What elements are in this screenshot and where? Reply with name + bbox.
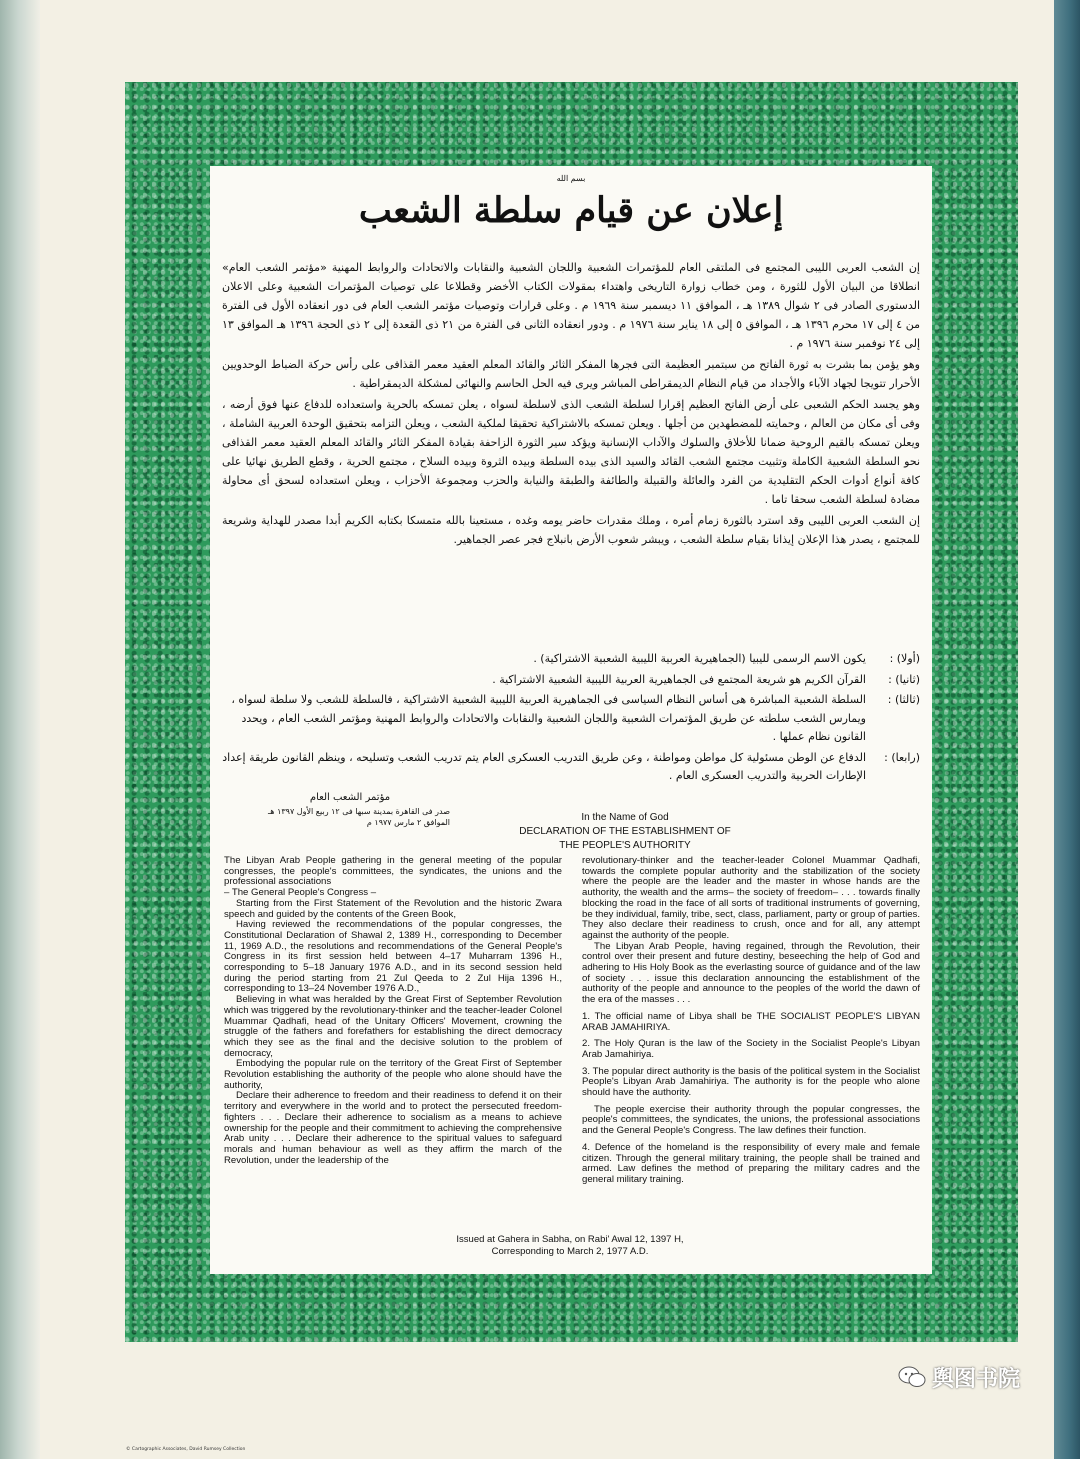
english-article: 3. The popular direct authority is the basis of the political system in the Socialist People's Libyan Arab Jamahiriya. The authority is for the people who alone should have the authority.	[582, 1065, 920, 1099]
wechat-icon	[898, 1366, 926, 1388]
article-number: (ثانيا) :	[888, 672, 920, 686]
book-binding	[0, 0, 40, 1459]
english-invocation: In the Name of God	[581, 812, 669, 823]
article-text: القرآن الكريم هو شريعة المجتمع فى الجماهيرية العربية الليبية الشعبية الاشتراكية .	[492, 672, 866, 686]
arabic-article	[222, 749, 920, 786]
english-paragraph: Starting from the First Statement of the Revolution and the historic Zwara speech and guided by the contents of the Green Book,	[224, 897, 562, 920]
english-article: 1. The official name of Libya shall be THE SOCIALIST PEOPLE'S LIBYAN ARAB JAMAHIRIYA.	[582, 1010, 920, 1033]
arabic-paragraph: إن الشعب العربى الليبى المجتمع فى الملتقى العام للمؤتمرات الشعبية واللجان الشعبية والنقابات والاتحادات والروابط المهنية «مؤتمر الشعب العام» انطلاقا من البيان الأول للثورة ، ومن خطاب زوارة التاريخى واهتداء بمقولات الكتاب الأخضر وقطلاعا على توصيات المؤتمرات الشعبية وعلى الاعلان الدستورى الصادر فى ٢ شوال ١٣٨٩ هـ ، الموافق ١١ ديسمبر سنة ١٩٦٩ م . وعلى قرارات وتوصيات مؤتمر الشعب العام فى دور انعقاده الأول فى الفترة من ٤ إلى ١٧ محرم ١٣٩٦ هـ ، الموافق ٥ إلى ١٨ يناير سنة ١٩٧٦ م . ودور انعقاده الثانى فى الفترة من ٢١ ذى القعدة إلى ٢ ذى الحجة ١٣٩٦ هـ الموافق ١٣ إلى ٢٤ نوفمبر سنة ١٩٧٦ م .	[222, 261, 921, 350]
copyright-note: © Cartographic Associates, David Rumsey Collection	[126, 1447, 246, 1452]
english-issued-note	[370, 1234, 770, 1258]
signature-org: مؤتمر الشعب العام	[309, 792, 391, 803]
article-text: يكون الاسم الرسمى لليبيا (الجماهيرية العربية الليبية الشعبية الاشتراكية) .	[533, 652, 866, 665]
issued-line: Corresponding to March 2, 1977 A.D.	[491, 1246, 649, 1257]
english-paragraph: revolutionary-thinker and the teacher-leader Colonel Muammar Qadhafi, towards the complete popular authority and the stabilization of the society where the people are the leader and the master in whose hands are the authority, the wealth and the arms– the society of freedom– . . . towards finally blocking the road in the face of all sorts of traditional instruments of governing, be they individual, family, tribe, sect, class, parliament, party or group of parties. They also declare their readiness to crush, once and for all, any attempt against the authority of the people.	[582, 855, 920, 941]
arabic-article	[222, 691, 920, 747]
signature-line: صدر فى القاهرة بمدينة سبها فى ١٢ ربيع الأول ١٣٩٧ هـ	[267, 807, 450, 816]
english-article: 4. Defence of the homeland is the responsibility of every male and female citizen. Through the general military training, the people shall be trained and armed. Law defines the method of preparing the military cadres and the general military training.	[582, 1141, 920, 1185]
arabic-title: إعلان عن قيام سلطة الشعب	[358, 190, 784, 231]
english-heading	[390, 811, 860, 853]
english-paragraph: The Libyan Arab People, having regained, through the Revolution, their control over their present and future destiny, beseeching the help of God and adhering to His Holy Book as the everlasting source of guidance and of the law of society . . . issue this declaration announcing the establishment of the authority of the people and announce to the peoples of the world the dawn of the era of the masses . . .	[582, 940, 920, 1006]
arabic-preamble	[222, 258, 920, 551]
english-paragraph: – The General People's Congress –	[224, 887, 377, 899]
signature-line: الموافق ٢ مارس ١٩٧٧ م	[366, 818, 450, 827]
english-paragraph: Believing in what was heralded by the Great First of September Revolution which was triggered by the revolutionary-thinker and the teacher-leader Colonel Muammar Qadhafi, head of the Unitary Officers' Movement, crowning the struggle of the fathers and forefathers for establishing the direct democracy which they see as the final and the decisive solution to the problem of democracy,	[224, 994, 562, 1059]
article-number: (ثالثا) :	[887, 693, 920, 706]
arabic-article	[222, 650, 920, 669]
arabic-paragraph: وهو يؤمن بما بشرت به ثورة الفاتح من سبتمبر العظيمة التى فجرها المفكر الثائر والقائد المعلم العقيد معمر القذافى على رأس حركة الضباط الوحدويين الأحرار تتويجا لجهاد الآباء والأجداد من قيام النظام الديمقراطى المباشر ويرى فيه الحل الحاسم والنهائى لمشكلة الديمقراطية .	[222, 358, 920, 390]
english-text-columns	[224, 856, 920, 1230]
english-right-column	[582, 856, 920, 1230]
arabic-article	[222, 671, 920, 690]
book-page	[40, 0, 1054, 1459]
book-cover-edge	[1054, 0, 1080, 1459]
english-paragraph: Having reviewed the recommendations of the popular congresses, the Constitutional Declaration of Shawal 2, 1389 H., corresponding to December 11, 1969 A.D., the resolutions and recommendations of the General People's Congress in its first session held between 4–17 Muharram 1396 H., corresponding to 5–18 January 1976 A.D., and in its second session held during the period starting from 21 Zul Qeeda to 2 Zul Hija 1396 H., corresponding to 13–24 November 1976 A.D.,	[224, 919, 562, 995]
english-paragraph: The people exercise their authority through the popular congresses, the people's committees, the syndicates, the unions, the professional associations and the General People's Congress. The law defines their function.	[582, 1103, 920, 1137]
watermark	[898, 1362, 1048, 1392]
article-number: (رابعا) :	[884, 750, 920, 764]
english-title-line: THE PEOPLE'S AUTHORITY	[559, 840, 691, 851]
english-paragraph: Declare their adherence to freedom and their readiness to defend it on their territory and everywhere in the world and to protect the persecuted freedom-fighters . . . Declare their adherence to socialism as a means to achieve ownership for the people and their commitment to achieving the comprehensive Arab unity . . . Declare their adherence to the spiritual values to safeguard morals and human behaviour as well as they affirm the march of the Revolution, under the leadership of the	[224, 1090, 562, 1166]
declaration-sheet	[210, 166, 932, 1274]
watermark-text: 舆图书院	[932, 1366, 1021, 1392]
english-article: 2. The Holy Quran is the law of the Society in the Socialist People's Libyan Arab Jamahiriya.	[582, 1038, 920, 1060]
issued-line: Issued at Gahera in Sabha, on Rabi' Awal 12, 1397 H,	[456, 1234, 684, 1245]
arabic-articles	[222, 650, 920, 788]
article-number: (أولا) :	[889, 652, 920, 665]
english-paragraph: The Libyan Arab People gathering in the general meeting of the popular congresses, the people's committees, the syndicates, the unions and the professional associations	[224, 855, 562, 888]
english-paragraph: Embodying the popular rule on the territory of the Great First of September Revolution establishing the authority of the people who alone should have the authority,	[224, 1058, 562, 1091]
basmala: بسم الله	[556, 174, 586, 183]
english-title-line: DECLARATION OF THE ESTABLISHMENT OF	[519, 826, 731, 837]
arabic-paragraph: وهو يجسد الحكم الشعبى على أرض الفاتح العظيم إقرارا لسلطة الشعب الذى لاسلطة لسواه ، يعلن تمسكه بالحرية واستعداده للدفاع عنها فوق أرضه ، وفى أى مكان من العالم ، وحمايته للمضطهدين من أجلها . ويعلن تمسكه بالاشتراكية تحقيقا لملكية الشعب ، ويعلن التزامه بتحقيق الوحدة العربية الشاملة ، ويعلن تمسكه بالقيم الروحية ضمانا للأخلاق والسلوك والآداب الإنسانية ويؤكد سير الثورة الزاحفة بقيادة المفكر الثائر والقائد المعلم العقيد معمر القذافى نحو السلطة الشعبية الكاملة وتثبيت مجتمع الشعب القائد والسيد الذى بيده السلطة وبيده الثروة وبيده السلاح ، مجتمع الحرية ، وقطع الطريق نهائيا على كافة أنواع أدوات الحكم التقليدية من الفرد والعائلة والقبيلة والطائفة والطبقة والنيابة والحزب ومجموعة الأحزاب ، ويعلن استعداده لسحق أى محاولة مضادة لسلطة الشعب سحقا تاما .	[222, 398, 920, 506]
english-left-column	[224, 856, 562, 1230]
article-text: الدفاع عن الوطن مسئولية كل مواطن ومواطنة ، وعن طريق التدريب العسكرى العام يتم تدريب الشعب وتسليحه ، وينظم القانون طريقة إعداد الإطارات الحربية والتدريب العسكرى العام .	[222, 750, 866, 782]
article-text: السلطة الشعبية المباشرة هى أساس النظام السياسى فى الجماهيرية العربية الليبية الشعبية الاشتراكية ، فالسلطة للشعب ولا سلطة لسواه ، ويمارس الشعب سلطته عن طريق المؤتمرات الشعبية واللجان الشعبية والنقابات والاتحادات والروابط المهنية ومؤتمر الشعب العام ، ويحدد القانون نظام عملها .	[231, 693, 866, 743]
arabic-paragraph: إن الشعب العربى الليبى وقد استرد بالثورة زمام أمره ، وملك مقدرات حاضر يومه وغده ، مستعينا بالله متمسكا بكتابه الكريم أبدا مصدر للهداية وشريعة للمجتمع ، يصدر هذا الإعلان إيذانا بقيام سلطة الشعب ، ويبشر شعوب الأرض بانبلاج فجر عصر الجماهير.	[222, 514, 920, 546]
